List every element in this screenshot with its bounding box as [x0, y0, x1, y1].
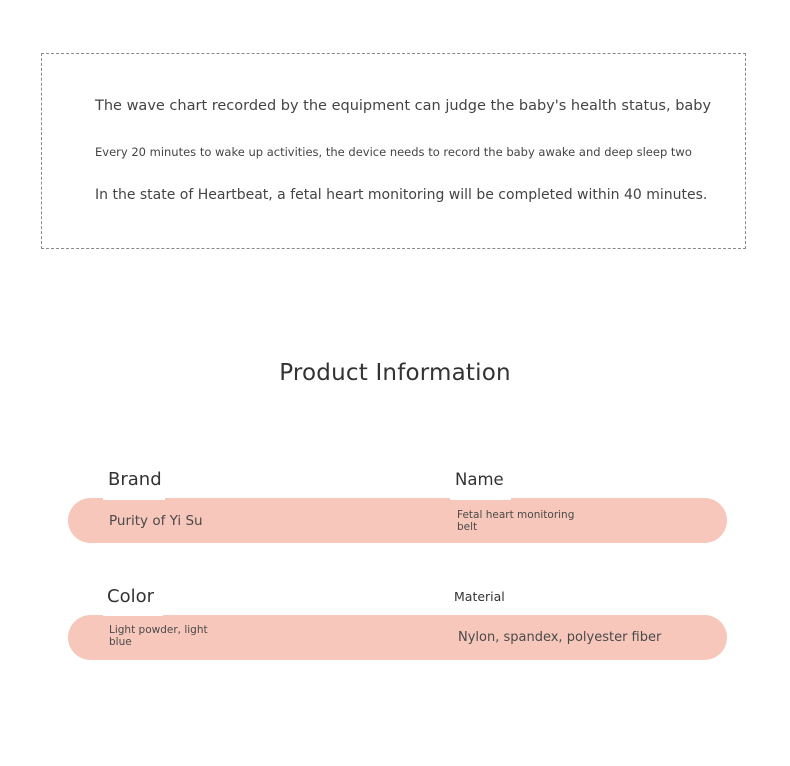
description-box [41, 53, 746, 249]
name-label: Name [450, 466, 511, 500]
product-information-title: Product Information [279, 360, 511, 386]
description-line-1: The wave chart recorded by the equipment can judge the baby's health status, baby [95, 98, 712, 114]
brand-value: Purity of Yi Su [109, 513, 203, 529]
material-label: Material [449, 583, 512, 615]
description-line-2: Every 20 minutes to wake up activities, the device needs to record the baby awake and deep sleep two [95, 145, 692, 159]
description-line-3: In the state of Heartbeat, a fetal heart monitoring will be completed within 40 minutes. [95, 187, 708, 203]
brand-label: Brand [103, 466, 165, 500]
color-value: Light powder, light blue [109, 624, 208, 648]
material-value: Nylon, spandex, polyester fiber [458, 630, 662, 645]
name-value: Fetal heart monitoring belt [457, 509, 575, 533]
color-label: Color [103, 583, 163, 616]
